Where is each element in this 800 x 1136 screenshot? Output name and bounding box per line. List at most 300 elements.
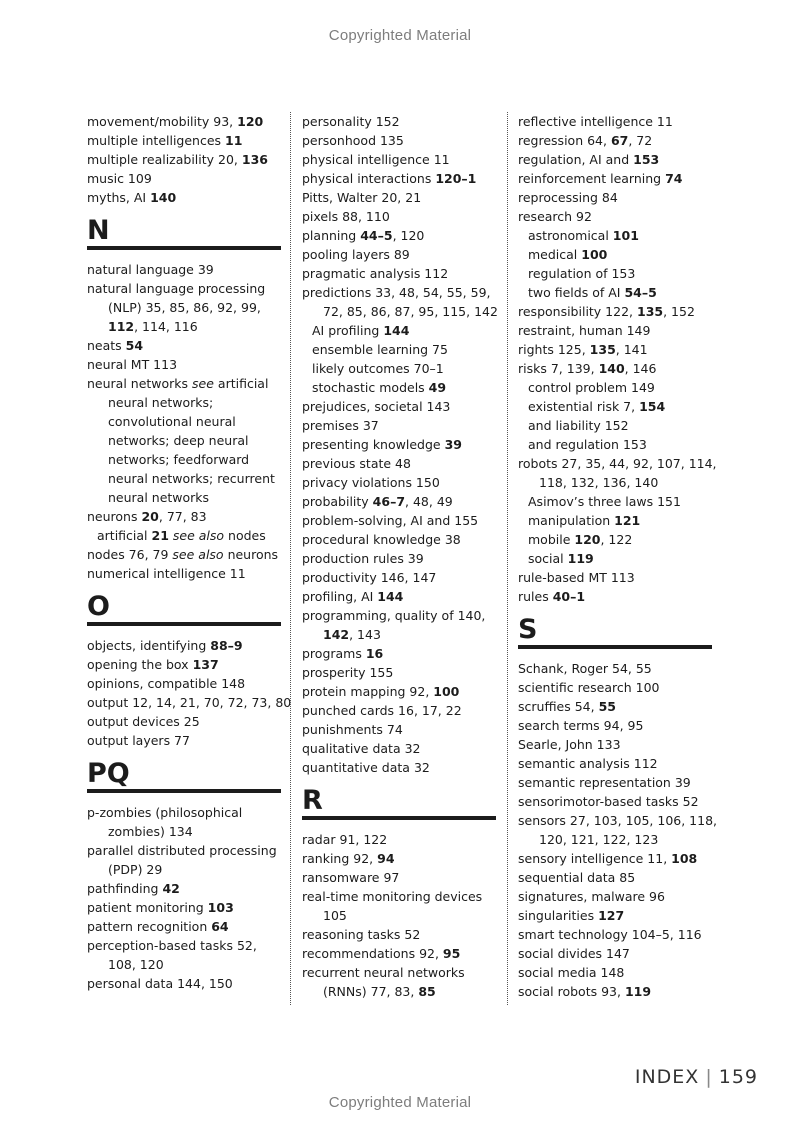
entry-text: prejudices, societal 143 [302, 399, 451, 414]
index-entry [518, 678, 718, 697]
entry-text: (RNNs) 77, 83, [323, 984, 419, 999]
entry-text: opinions, compatible 148 [87, 676, 246, 691]
section-letter-heading: PQ [87, 750, 281, 793]
entry-text: neurons [223, 547, 279, 562]
index-subentry [518, 397, 718, 416]
entry-text: , 122 [600, 532, 633, 547]
entry-text: see [192, 376, 214, 391]
index-entry [302, 606, 498, 625]
entry-text: p-zombies (philosophical [87, 805, 243, 820]
entry-text: 72, 85, 86, 87, 95, 115, 142 [323, 304, 498, 319]
index-entry [518, 568, 718, 587]
index-entry [518, 754, 718, 773]
entry-text: medical [528, 247, 582, 262]
index-entry [518, 887, 718, 906]
entry-text: 49 [428, 380, 447, 395]
entry-text: radar 91, 122 [302, 832, 388, 847]
index-subentry [87, 298, 287, 317]
entry-text: , 77, 83 [158, 509, 207, 524]
entry-text: previous state 48 [302, 456, 411, 471]
entry-text: 105 [323, 908, 347, 923]
entry-text: 144 [383, 323, 410, 338]
entry-text: (NLP) 35, 85, 86, 92, 99, [108, 300, 261, 315]
index-entry [87, 693, 292, 712]
index-entry [518, 454, 718, 473]
entry-text: qualitative data 32 [302, 741, 421, 756]
entry-text: , 120 [392, 228, 425, 243]
index-entry [87, 841, 287, 860]
index-entry [87, 355, 287, 374]
entry-text: manipulation [528, 513, 615, 528]
entry-text: 108 [671, 851, 698, 866]
index-entry [302, 150, 498, 169]
index-subentry [302, 625, 498, 644]
index-subentry [87, 450, 287, 469]
entry-text: 127 [598, 908, 625, 923]
entry-text: , 152 [663, 304, 695, 319]
entry-text: productivity 146, 147 [302, 570, 437, 585]
index-entry [302, 644, 498, 663]
entry-text: scientific research 100 [518, 680, 660, 695]
entry-text: nodes [224, 528, 266, 543]
entry-text: patient monitoring [87, 900, 208, 915]
index-entry [518, 169, 718, 188]
index-entry [518, 340, 718, 359]
entry-text: sequential data 85 [518, 870, 636, 885]
entry-text: see also [172, 528, 225, 543]
entry-text: regression 64, [518, 133, 611, 148]
entry-text: sensory intelligence 11, [518, 851, 672, 866]
index-subentry [87, 317, 287, 336]
entry-text: sensorimotor-based tasks 52 [518, 794, 699, 809]
index-entry [87, 936, 287, 955]
entry-text: output 12, 14, 21, 70, 72, 73, 80 [87, 695, 292, 710]
page-number: 159 [718, 1066, 758, 1088]
entry-text: recommendations 92, [302, 946, 443, 961]
index-entry [302, 682, 498, 701]
entry-text: Asimov’s three laws 151 [528, 494, 681, 509]
watermark-top: Copyrighted Material [328, 27, 472, 44]
entry-text: 55 [598, 699, 616, 714]
entry-text: 137 [192, 657, 219, 672]
entry-text: Pitts, Walter 20, 21 [302, 190, 422, 205]
index-column-1 [87, 112, 292, 993]
entry-text: , 72 [628, 133, 653, 148]
entry-text: control problem 149 [528, 380, 655, 395]
index-entry [518, 773, 718, 792]
index-entry [302, 416, 498, 435]
entry-text: pragmatic analysis 112 [302, 266, 449, 281]
entry-text: output layers 77 [87, 733, 190, 748]
entry-text: existential risk 7, [528, 399, 640, 414]
index-entry [302, 112, 498, 131]
entry-text: stochastic models [312, 380, 429, 395]
entry-text: 135 [589, 342, 616, 357]
index-entry [302, 283, 498, 302]
entry-text: convolutional neural [108, 414, 236, 429]
entry-text: 120–1 [435, 171, 477, 186]
entry-text: (PDP) 29 [108, 862, 163, 877]
entry-text: 154 [639, 399, 666, 414]
entry-text: sensors 27, 103, 105, 106, 118, [518, 813, 718, 828]
watermark-bottom: Copyrighted Material [328, 1094, 472, 1111]
entry-text: 11 [225, 133, 243, 148]
index-entry [518, 359, 718, 378]
entry-text: premises 37 [302, 418, 379, 433]
entry-text: privacy violations 150 [302, 475, 440, 490]
index-entry [518, 207, 718, 226]
index-entry [87, 974, 287, 993]
index-subentry [518, 530, 718, 549]
entry-text: neats [87, 338, 126, 353]
entry-text: procedural knowledge 38 [302, 532, 461, 547]
entry-text: prosperity 155 [302, 665, 394, 680]
index-entry [302, 264, 498, 283]
entry-text: 44–5 [360, 228, 393, 243]
entry-text: 39 [444, 437, 462, 452]
index-entry [518, 131, 718, 150]
entry-text: physical interactions [302, 171, 436, 186]
index-entry [518, 321, 718, 340]
entry-text: probability [302, 494, 373, 509]
entry-text: personal data 144, 150 [87, 976, 233, 991]
index-entry [87, 260, 287, 279]
entry-text: social media 148 [518, 965, 625, 980]
index-subentry [87, 431, 287, 450]
index-subentry [518, 511, 718, 530]
index-entry [87, 636, 287, 655]
entry-text: 140 [150, 190, 177, 205]
entry-text: 16 [365, 646, 384, 661]
index-subentry [518, 473, 718, 492]
index-entry [87, 545, 287, 564]
entry-text: natural language processing [87, 281, 266, 296]
index-entry [302, 887, 498, 906]
entry-text: 119 [567, 551, 594, 566]
entry-text: social robots 93, [518, 984, 625, 999]
entry-text: quantitative data 32 [302, 760, 430, 775]
entry-text: 144 [377, 589, 404, 604]
index-subentry [87, 469, 287, 488]
entry-text: and regulation 153 [528, 437, 647, 452]
index-entry [518, 112, 718, 131]
entry-text: rules [518, 589, 553, 604]
entry-text: 121 [614, 513, 641, 528]
entry-text: restraint, human 149 [518, 323, 651, 338]
index-entry [302, 568, 498, 587]
entry-text: production rules 39 [302, 551, 424, 566]
index-entry [87, 169, 287, 188]
entry-text: 135 [637, 304, 664, 319]
index-subentry [87, 955, 287, 974]
index-entry [302, 131, 498, 150]
index-entry [518, 587, 718, 606]
entry-text: rule-based MT 113 [518, 570, 635, 585]
index-entry [518, 659, 718, 678]
index-entry [87, 898, 287, 917]
entry-text: personality 152 [302, 114, 400, 129]
index-column-3 [518, 112, 718, 1001]
index-subentry [87, 393, 287, 412]
entry-text: 54–5 [624, 285, 657, 300]
index-entry [302, 849, 498, 868]
entry-text: personhood 135 [302, 133, 404, 148]
index-entry [302, 226, 498, 245]
index-entry [302, 925, 498, 944]
entry-text: and liability 152 [528, 418, 629, 433]
entry-text: predictions 33, 48, 54, 55, 59, [302, 285, 491, 300]
entry-text: programming, quality of 140, [302, 608, 486, 623]
entry-text: networks; feedforward [108, 452, 250, 467]
entry-text: problem-solving, AI and 155 [302, 513, 479, 528]
entry-text: presenting knowledge [302, 437, 445, 452]
entry-text: singularities [518, 908, 599, 923]
entry-text: , 48, 49 [405, 494, 453, 509]
entry-text: astronomical [528, 228, 613, 243]
index-entry [87, 879, 287, 898]
entry-text: 120, 121, 122, 123 [539, 832, 659, 847]
index-entry [87, 712, 287, 731]
index-subentry [518, 264, 718, 283]
index-entry [87, 112, 287, 131]
entry-text: 88–9 [210, 638, 243, 653]
entry-text: research 92 [518, 209, 592, 224]
entry-text: social divides 147 [518, 946, 630, 961]
entry-text: perception-based tasks 52, [87, 938, 257, 953]
entry-text: neural MT 113 [87, 357, 178, 372]
index-subentry [302, 340, 498, 359]
column-divider [507, 112, 508, 1005]
entry-text: 142 [323, 627, 350, 642]
index-entry [518, 302, 718, 321]
index-subentry [87, 526, 287, 545]
index-entry [302, 701, 498, 720]
index-entry [518, 697, 718, 716]
entry-text: Searle, John 133 [518, 737, 621, 752]
entry-text: music 109 [87, 171, 152, 186]
entry-text: objects, identifying [87, 638, 211, 653]
entry-text: likely outcomes 70–1 [312, 361, 444, 376]
index-subentry [302, 302, 498, 321]
entry-text: social [528, 551, 568, 566]
index-entry [302, 549, 498, 568]
index-entry [87, 917, 287, 936]
entry-text: 120 [237, 114, 264, 129]
index-entry [302, 492, 498, 511]
entry-text: reprocessing 84 [518, 190, 618, 205]
index-subentry [87, 860, 287, 879]
entry-text: ensemble learning 75 [312, 342, 448, 357]
index-subentry [302, 982, 498, 1001]
column-divider [290, 112, 291, 1005]
index-entry [87, 374, 287, 393]
index-entry [87, 803, 287, 822]
entry-text: neural networks [108, 490, 210, 505]
entry-text: , 143 [349, 627, 381, 642]
entry-text: pattern recognition [87, 919, 212, 934]
entry-text: 103 [207, 900, 234, 915]
index-subentry [518, 492, 718, 511]
section-letter-heading: S [518, 606, 712, 649]
entry-text: opening the box [87, 657, 193, 672]
entry-text: , 114, 116 [134, 319, 198, 334]
index-entry [302, 530, 498, 549]
index-entry [302, 944, 498, 963]
entry-text: 119 [624, 984, 652, 999]
index-subentry [518, 245, 718, 264]
index-entry [302, 188, 498, 207]
index-entry [302, 663, 498, 682]
entry-text: pooling layers 89 [302, 247, 410, 262]
index-entry [302, 511, 498, 530]
entry-text: nodes 76, 79 [87, 547, 173, 562]
entry-text: semantic representation 39 [518, 775, 691, 790]
entry-text: reinforcement learning [518, 171, 666, 186]
index-entry [302, 963, 498, 982]
entry-text: 21 [151, 528, 169, 543]
entry-text: scruffies 54, [518, 699, 599, 714]
index-subentry [87, 488, 287, 507]
entry-text: , 146 [624, 361, 657, 376]
entry-text: ranking 92, [302, 851, 378, 866]
entry-text: ransomware 97 [302, 870, 400, 885]
entry-text: semantic analysis 112 [518, 756, 658, 771]
footer-label: INDEX [634, 1066, 700, 1088]
entry-text: smart technology 104–5, 116 [518, 927, 702, 942]
entry-text: 54 [125, 338, 144, 353]
index-entry [302, 473, 498, 492]
index-entry [302, 397, 498, 416]
entry-text: 85 [418, 984, 436, 999]
entry-text: output devices 25 [87, 714, 200, 729]
entry-text: networks; deep neural [108, 433, 249, 448]
index-entry [302, 245, 498, 264]
entry-text: rights 125, [518, 342, 590, 357]
index-subentry [302, 321, 498, 340]
entry-text: numerical intelligence 11 [87, 566, 246, 581]
entry-text: regulation of 153 [528, 266, 636, 281]
entry-text: 101 [612, 228, 639, 243]
index-subentry [518, 378, 718, 397]
entry-text: 112 [108, 319, 135, 334]
index-entry [518, 792, 718, 811]
entry-text: programs [302, 646, 366, 661]
index-subentry [518, 226, 718, 245]
index-entry [518, 150, 718, 169]
entry-text: neural networks; recurrent [108, 471, 275, 486]
entry-text: profiling, AI [302, 589, 378, 604]
entry-text: 74 [665, 171, 683, 186]
entry-text: 40–1 [552, 589, 586, 604]
entry-text: punishments 74 [302, 722, 403, 737]
index-entry [518, 925, 718, 944]
index-entry [302, 169, 498, 188]
entry-text: 100 [581, 247, 608, 262]
index-entry [87, 150, 287, 169]
index-subentry [302, 378, 498, 397]
index-entry [518, 188, 718, 207]
entry-text: Schank, Roger 54, 55 [518, 661, 652, 676]
entry-text: signatures, malware 96 [518, 889, 665, 904]
index-entry [302, 207, 498, 226]
entry-text: 20 [141, 509, 159, 524]
index-entry [518, 868, 718, 887]
index-column-2 [302, 112, 498, 1001]
index-entry [87, 655, 287, 674]
index-entry [302, 720, 498, 739]
entry-text: multiple realizability 20, [87, 152, 242, 167]
entry-text: 95 [442, 946, 461, 961]
entry-text: , 141 [615, 342, 648, 357]
index-subentry [518, 435, 718, 454]
index-entry [87, 731, 287, 750]
entry-text: planning [302, 228, 361, 243]
entry-text: 118, 132, 136, 140 [539, 475, 659, 490]
entry-text: search terms 94, 95 [518, 718, 644, 733]
entry-text: real-time monitoring devices [302, 889, 483, 904]
entry-text: neurons [87, 509, 142, 524]
entry-text: 42 [162, 881, 180, 896]
index-entry [518, 963, 718, 982]
index-entry [518, 982, 718, 1001]
index-entry [87, 674, 287, 693]
entry-text: 94 [377, 851, 395, 866]
index-entry [302, 587, 498, 606]
index-subentry [518, 830, 718, 849]
index-entry [518, 906, 718, 925]
index-entry [302, 739, 498, 758]
entry-text: punched cards 16, 17, 22 [302, 703, 462, 718]
section-letter-heading: N [87, 207, 281, 250]
entry-text: reflective intelligence 11 [518, 114, 673, 129]
index-subentry [87, 412, 287, 431]
entry-text: parallel distributed processing [87, 843, 277, 858]
entry-text: 108, 120 [108, 957, 164, 972]
index-entry [87, 188, 287, 207]
index-entry [518, 944, 718, 963]
index-entry [518, 735, 718, 754]
entry-text: neural networks; [108, 395, 214, 410]
entry-text: pathfinding [87, 881, 163, 896]
index-entry [518, 849, 718, 868]
index-subentry [302, 906, 498, 925]
entry-text: neural networks [87, 376, 193, 391]
entry-text: 136 [241, 152, 268, 167]
index-entry [87, 131, 287, 150]
index-subentry [518, 549, 718, 568]
entry-text: see also [172, 547, 224, 562]
entry-text: artificial [213, 376, 269, 391]
entry-text: AI profiling [312, 323, 384, 338]
entry-text: 120 [574, 532, 601, 547]
entry-text: 153 [633, 152, 660, 167]
index-entry [518, 811, 718, 830]
footer-separator: | [705, 1066, 713, 1088]
entry-text: 64 [211, 919, 229, 934]
entry-text: mobile [528, 532, 575, 547]
index-subentry [518, 416, 718, 435]
entry-text: multiple intelligences [87, 133, 226, 148]
index-entry [302, 435, 498, 454]
index-subentry [87, 822, 287, 841]
index-entry [87, 507, 287, 526]
entry-text: risks 7, 139, [518, 361, 599, 376]
entry-text: 46–7 [372, 494, 406, 509]
index-entry [302, 454, 498, 473]
index-entry [87, 279, 287, 298]
page-footer [635, 1066, 758, 1088]
entry-text: 100 [433, 684, 460, 699]
